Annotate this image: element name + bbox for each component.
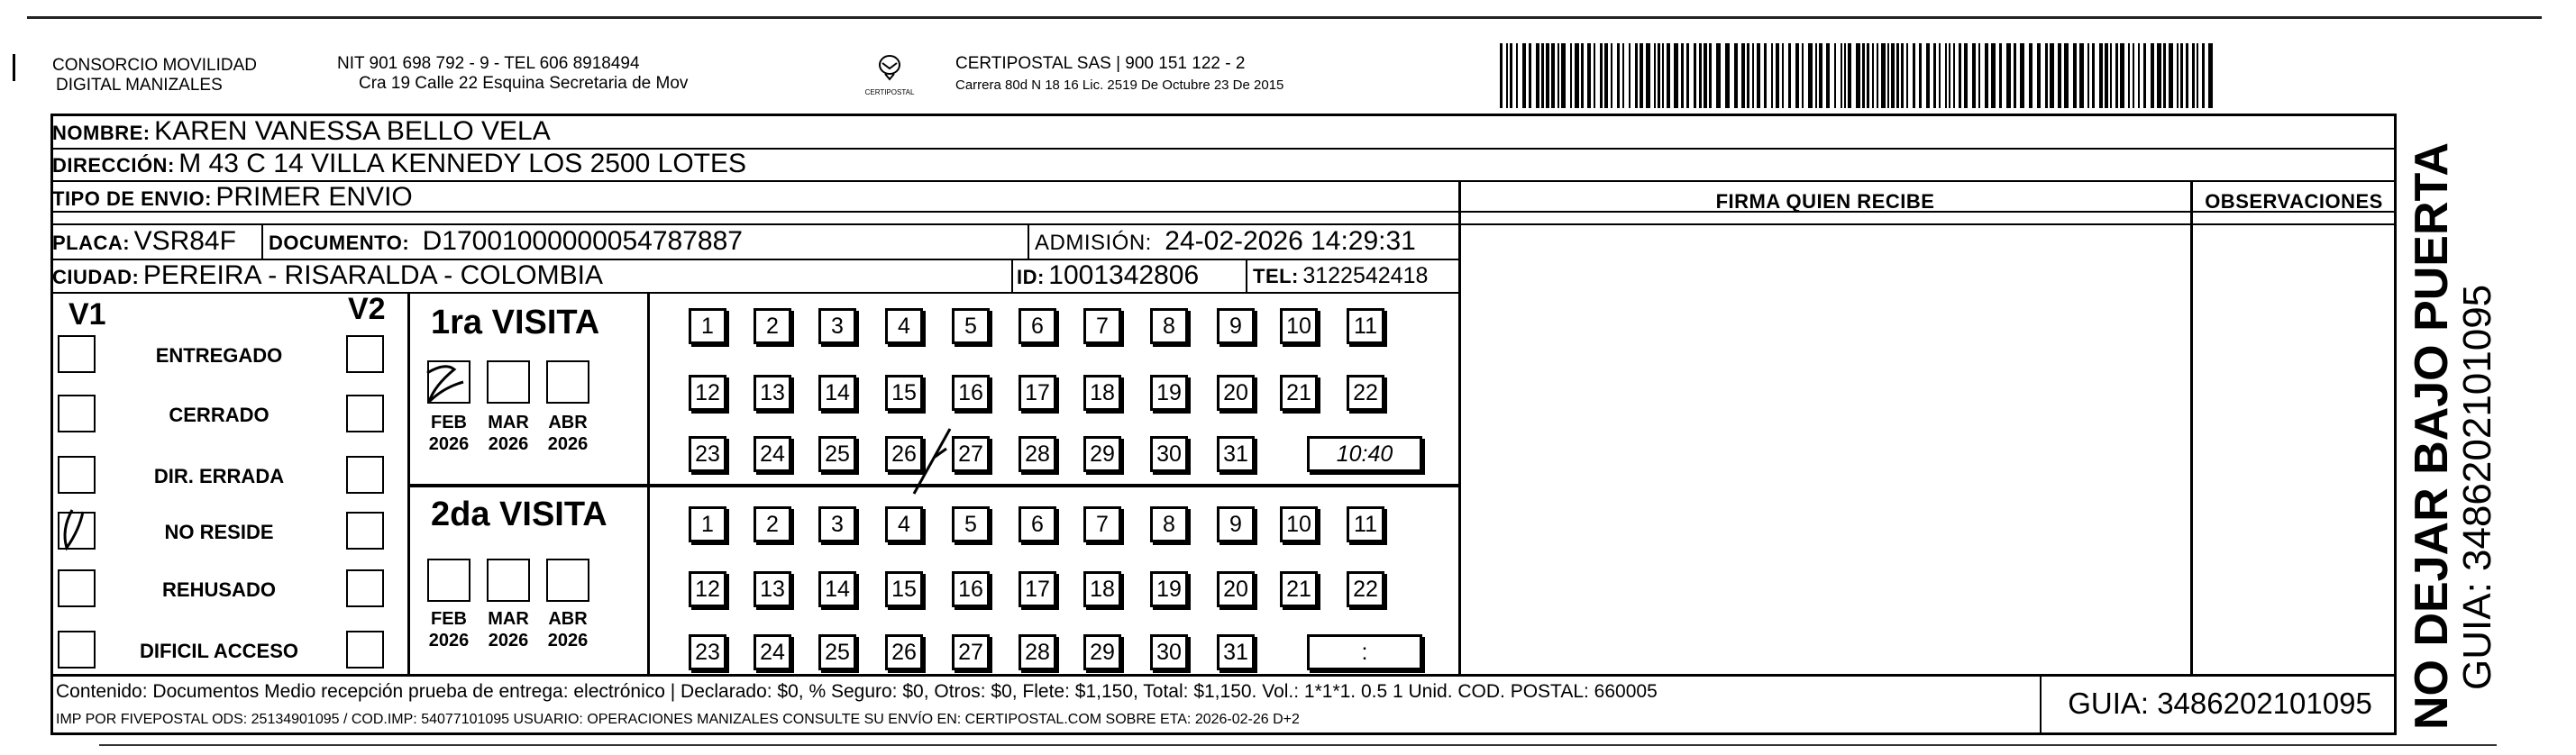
day-box-8-visit-2: 8 xyxy=(1150,506,1188,542)
barcode-bar xyxy=(1686,43,1689,108)
barcode-bar xyxy=(2163,43,2166,108)
day-box-14-visit-1: 14 xyxy=(818,375,856,411)
status-label-rehusado: REHUSADO xyxy=(162,578,276,601)
year-label-feb-visit-1: 2026 xyxy=(428,434,470,454)
v1-checkbox-dir-errada xyxy=(58,456,96,494)
barcode-bar xyxy=(1887,43,1889,108)
barcode-bar xyxy=(1933,43,1936,108)
barcode-bar xyxy=(1734,43,1738,108)
barcode-bar xyxy=(1939,43,1941,108)
barcode-bar xyxy=(2151,43,2154,108)
id-cell xyxy=(1017,259,1199,296)
month-label-mar-visit-2: MAR xyxy=(488,609,529,629)
day-box-13-visit-2: 13 xyxy=(754,571,791,607)
barcode-bar xyxy=(1546,43,1549,108)
day-box-9-visit-2: 9 xyxy=(1217,506,1255,542)
certipostal-logo xyxy=(858,52,921,103)
barcode-bar xyxy=(2045,43,2048,108)
barcode-bar xyxy=(2050,43,2054,108)
barcode-bar xyxy=(1747,43,1749,108)
day-box-18-visit-2: 18 xyxy=(1083,571,1121,607)
barcode-bar xyxy=(1867,43,1869,108)
cell-divider xyxy=(261,223,263,259)
day-box-1-visit-2: 1 xyxy=(689,506,726,542)
barcode-bar xyxy=(1991,43,1996,108)
firma-header: FIRMA QUIEN RECIBE xyxy=(1715,190,1935,213)
day-box-16-visit-1: 16 xyxy=(952,375,990,411)
day-box-28-visit-1: 28 xyxy=(1019,436,1056,472)
company-nit: NIT 901 698 792 - 9 - TEL 606 8918494 xyxy=(337,54,640,73)
barcode-bar xyxy=(1978,43,1980,108)
barcode-bar xyxy=(1640,43,1643,108)
day-box-9-visit-1: 9 xyxy=(1217,308,1255,344)
status-label-cerrado: CERRADO xyxy=(169,404,269,426)
barcode-bar xyxy=(2138,43,2140,108)
day-box-25-visit-2: 25 xyxy=(818,634,856,670)
day-box-16-visit-2: 16 xyxy=(952,571,990,607)
barcode-bar xyxy=(1906,43,1908,108)
barcode-bar xyxy=(1658,43,1660,108)
v2-checkbox-no-reside xyxy=(346,512,384,550)
ciudad-cell xyxy=(52,259,603,296)
barcode-bar xyxy=(2120,43,2124,108)
barcode-bar xyxy=(1862,43,1865,108)
day-box-7-visit-2: 7 xyxy=(1083,506,1121,542)
barcode-bar xyxy=(1575,43,1579,108)
footer-guia: GUIA: 3486202101095 xyxy=(2068,687,2372,720)
tipo-row xyxy=(52,181,413,218)
barcode-bar xyxy=(1901,43,1904,108)
status-label-dir-errada: DIR. ERRADA xyxy=(153,465,285,487)
barcode-bar xyxy=(1725,43,1730,108)
barcode-bar xyxy=(2180,43,2183,108)
barcode-bar xyxy=(2186,43,2188,108)
day-box-15-visit-2: 15 xyxy=(885,571,923,607)
cell-divider xyxy=(1028,223,1029,259)
barcode-bar xyxy=(2029,43,2032,108)
barcode-bar xyxy=(1819,43,1822,108)
v2-checkbox-dificil-acceso xyxy=(346,631,384,669)
side-warning xyxy=(2407,142,2498,730)
documento-value: D17001000000054787887 xyxy=(422,226,743,256)
barcode-bar xyxy=(1629,43,1631,108)
documento-label: DOCUMENTO: xyxy=(269,232,410,254)
admision-value: 24-02-2026 14:29:31 xyxy=(1165,226,1416,256)
v1-checkbox-rehusado xyxy=(58,569,96,607)
barcode-bar xyxy=(1891,43,1895,108)
cell-divider xyxy=(1011,259,1013,293)
obs-left-border xyxy=(2190,180,2193,676)
barcode-bar xyxy=(1826,43,1830,108)
barcode-bar xyxy=(2143,43,2146,108)
barcode-bar xyxy=(2110,43,2112,108)
barcode-bar xyxy=(1896,43,1899,108)
direccion-row xyxy=(52,148,746,185)
company-line-1: CONSORCIO MOVILIDAD xyxy=(52,56,257,75)
day-box-13-visit-1: 13 xyxy=(754,375,791,411)
day-box-25-visit-1: 25 xyxy=(818,436,856,472)
barcode-bar xyxy=(2169,43,2173,108)
day-box-6-visit-1: 6 xyxy=(1019,308,1056,344)
admision-cell xyxy=(1035,225,1416,262)
handwritten-check-feb xyxy=(418,360,472,414)
barcode-bar xyxy=(1841,43,1842,108)
barcode-bar xyxy=(1600,43,1603,108)
barcode-bar xyxy=(2105,43,2108,108)
barcode-bar xyxy=(1617,43,1620,108)
v1-checkbox-entregado xyxy=(58,335,96,373)
barcode-bar xyxy=(1776,43,1779,108)
day-box-20-visit-1: 20 xyxy=(1217,375,1255,411)
barcode-bar xyxy=(1654,43,1656,108)
courier-info xyxy=(955,54,1283,94)
year-label-abr-visit-1: 2026 xyxy=(547,434,589,454)
footer-imp: IMP POR FIVEPOSTAL ODS: 25134901095 / COD.IMP: 54077101095 USUARIO: OPERACIONES MANIZALES CONSULTE SU ENVÍO EN: CERTIPOSTAL.COM SOBRE ETA: 2026-02-26 D+2 xyxy=(56,712,1300,727)
barcode-bar xyxy=(1959,43,1961,108)
day-box-17-visit-2: 17 xyxy=(1019,571,1056,607)
day-box-3-visit-1: 3 xyxy=(818,308,856,344)
direccion-value: M 43 C 14 VILLA KENNEDY LOS 2500 LOTES xyxy=(178,149,746,178)
visit-left-border xyxy=(407,292,410,676)
tel-cell xyxy=(1253,259,1428,296)
day-box-29-visit-2: 29 xyxy=(1083,634,1121,670)
tel-label: TEL: xyxy=(1253,265,1299,287)
barcode-bar xyxy=(1802,43,1804,108)
day-box-22-visit-1: 22 xyxy=(1347,375,1384,411)
day-box-30-visit-2: 30 xyxy=(1150,634,1188,670)
placa-value: VSR84F xyxy=(133,226,236,256)
barcode-bar xyxy=(1752,43,1754,108)
observaciones-header: OBSERVACIONES xyxy=(2205,190,2383,213)
frame-bottom xyxy=(50,732,2396,735)
day-box-1-visit-1: 1 xyxy=(689,308,726,344)
cell-divider xyxy=(1246,259,1247,293)
day-box-26-visit-1: 26 xyxy=(885,436,923,472)
barcode-bar xyxy=(1681,43,1684,108)
barcode-bar xyxy=(2208,43,2213,108)
day-box-28-visit-2: 28 xyxy=(1019,634,1056,670)
scan-edge-bottom xyxy=(99,744,2497,746)
courier-license: Carrera 80d N 18 16 Lic. 2519 De Octubre 23 De 2015 xyxy=(955,77,1284,93)
day-box-7-visit-1: 7 xyxy=(1083,308,1121,344)
day-box-3-visit-2: 3 xyxy=(818,506,856,542)
day-box-5-visit-2: 5 xyxy=(952,506,990,542)
barcode-bar xyxy=(1771,43,1773,108)
barcode-bar xyxy=(2157,43,2161,108)
barcode-bar xyxy=(1709,43,1712,108)
company-info xyxy=(337,54,688,94)
barcode-bar xyxy=(2064,43,2069,108)
barcode-bar xyxy=(2092,43,2095,108)
status-label-dificil-acceso: DIFICIL ACCESO xyxy=(139,640,298,662)
placa-label: PLACA: xyxy=(52,232,131,254)
v2-checkbox-rehusado xyxy=(346,569,384,607)
day-box-24-visit-2: 24 xyxy=(754,634,791,670)
company-name xyxy=(52,56,257,96)
barcode-bar xyxy=(1510,43,1512,108)
month-label-abr-visit-1: ABR xyxy=(548,413,588,432)
footer-top-line xyxy=(50,674,2394,677)
barcode-bar xyxy=(1536,43,1539,108)
day-box-15-visit-1: 15 xyxy=(885,375,923,411)
v1-header: V1 xyxy=(69,297,106,332)
ciudad-label: CIUDAD: xyxy=(52,266,140,288)
barcode-bar xyxy=(1949,43,1950,108)
footer-divider xyxy=(2040,674,2042,735)
barcode-bar xyxy=(1570,43,1572,108)
company-line-2: DIGITAL MANIZALES xyxy=(56,76,223,95)
barcode-bar xyxy=(1877,43,1878,108)
barcode-bar xyxy=(1541,43,1544,108)
day-box-29-visit-1: 29 xyxy=(1083,436,1121,472)
side-title: NO DEJAR BAJO PUERTA xyxy=(2406,141,2458,730)
barcode-bar xyxy=(1646,43,1650,108)
barcode-bar xyxy=(1856,43,1860,108)
id-value: 1001342806 xyxy=(1048,260,1200,290)
v2-checkbox-dir-errada xyxy=(346,456,384,494)
documento-cell xyxy=(269,225,743,262)
day-box-2-visit-1: 2 xyxy=(754,308,791,344)
barcode-bar xyxy=(1999,43,2002,108)
barcode-bar xyxy=(1848,43,1851,108)
barcode-bar xyxy=(1953,43,1955,108)
barcode-bar xyxy=(1662,43,1664,108)
footer-contenido: Contenido: Documentos Medio recepción prueba de entrega: electrónico | Declarado: $0, % Seguro: $0, Otros: $0, Flete: $1,150, Total: $1,150. Vol.: 1*1*1. 0.5 1 Unid. COD. POSTAL: 660005 xyxy=(56,681,1658,702)
barcode-bar xyxy=(2058,43,2061,108)
barcode-bar xyxy=(1972,43,1976,108)
barcode-bar xyxy=(1587,43,1591,108)
company-address: Cra 19 Calle 22 Esquina Secretaria de Mov xyxy=(359,74,689,93)
barcode-bar xyxy=(1782,43,1784,108)
barcode-bar xyxy=(1872,43,1874,108)
first-visit-label: 1ra VISITA xyxy=(431,304,600,341)
day-box-18-visit-1: 18 xyxy=(1083,375,1121,411)
admision-label: ADMISIÓN: xyxy=(1035,231,1152,255)
day-box-17-visit-1: 17 xyxy=(1019,375,1056,411)
barcode-bar xyxy=(2192,43,2195,108)
v2-checkbox-entregado xyxy=(346,335,384,373)
month-box-abr-visit-1 xyxy=(546,360,589,404)
day-box-10-visit-1: 10 xyxy=(1280,308,1318,344)
barcode-bar xyxy=(1604,43,1608,108)
barcode-bar xyxy=(1516,43,1518,108)
time-box-visit-2: : xyxy=(1307,634,1422,670)
id-label: ID: xyxy=(1017,266,1045,288)
day-box-12-visit-2: 12 xyxy=(689,571,726,607)
days-left-border xyxy=(647,292,650,676)
handwritten-check-no-reside xyxy=(49,503,103,557)
barcode-bar xyxy=(1667,43,1670,108)
barcode-bar xyxy=(1795,43,1799,108)
month-label-mar-visit-1: MAR xyxy=(488,413,529,432)
day-box-19-visit-1: 19 xyxy=(1150,375,1188,411)
barcode-bar xyxy=(2006,43,2011,108)
day-box-22-visit-2: 22 xyxy=(1347,571,1384,607)
barcode-bar xyxy=(1581,43,1584,108)
barcode-bar xyxy=(2133,43,2134,108)
v1-checkbox-cerrado xyxy=(58,395,96,432)
direccion-label: DIRECCIÓN: xyxy=(52,154,175,177)
nombre-value: KAREN VANESSA BELLO VELA xyxy=(154,116,551,146)
side-guia: GUIA: 3486202101095 xyxy=(2455,284,2499,690)
barcode-bar xyxy=(1964,43,1968,108)
barcode-bar xyxy=(2073,43,2077,108)
month-label-abr-visit-2: ABR xyxy=(548,609,588,629)
day-box-27-visit-2: 27 xyxy=(952,634,990,670)
barcode-bar xyxy=(1716,43,1721,108)
tel-value: 3122542418 xyxy=(1302,263,1429,288)
barcode-bar xyxy=(1926,43,1930,108)
barcode-bar xyxy=(2037,43,2041,108)
day-box-20-visit-2: 20 xyxy=(1217,571,1255,607)
month-label-feb-visit-2: FEB xyxy=(431,609,467,629)
day-box-31-visit-2: 31 xyxy=(1217,634,1255,670)
barcode-bar xyxy=(1522,43,1526,108)
time-box-visit-1: 10:40 xyxy=(1307,436,1422,472)
barcode-bar xyxy=(1704,43,1707,108)
barcode-bar xyxy=(1594,43,1595,108)
month-box-abr-visit-2 xyxy=(546,559,589,602)
scan-edge-top xyxy=(27,16,2542,19)
barcode-bar xyxy=(2128,43,2130,108)
month-label-feb-visit-1: FEB xyxy=(431,413,467,432)
day-box-10-visit-2: 10 xyxy=(1280,506,1318,542)
day-box-26-visit-2: 26 xyxy=(885,634,923,670)
barcode-bar xyxy=(1808,43,1813,108)
barcode-bar xyxy=(2099,43,2103,108)
day-box-27-visit-1: 27 xyxy=(952,436,990,472)
day-box-24-visit-1: 24 xyxy=(754,436,791,472)
handwritten-strike-26 xyxy=(898,422,961,503)
ciudad-value: PEREIRA - RISARALDA - COLOMBIA xyxy=(142,260,603,290)
barcode-bar xyxy=(1694,43,1696,108)
barcode-bar xyxy=(2115,43,2118,108)
year-label-mar-visit-2: 2026 xyxy=(488,631,529,650)
day-box-19-visit-2: 19 xyxy=(1150,571,1188,607)
v2-checkbox-cerrado xyxy=(346,395,384,432)
barcode-bar xyxy=(1834,43,1836,108)
scan-edge-left xyxy=(13,54,15,81)
barcode-bar xyxy=(1764,43,1767,108)
barcode-bar xyxy=(2202,43,2205,108)
day-box-4-visit-1: 4 xyxy=(885,308,923,344)
barcode-bar xyxy=(1985,43,1988,108)
barcode-bar xyxy=(2020,43,2024,108)
day-box-6-visit-2: 6 xyxy=(1019,506,1056,542)
courier-name: CERTIPOSTAL SAS | 900 151 122 - 2 xyxy=(955,54,1246,73)
placa-cell xyxy=(52,225,236,262)
obs-right-border xyxy=(2394,180,2397,223)
barcode-bar xyxy=(1500,43,1503,108)
barcode-bar xyxy=(1844,43,1846,108)
nombre-row xyxy=(52,115,551,152)
barcode-bar xyxy=(1622,43,1624,108)
month-box-mar-visit-1 xyxy=(487,360,530,404)
month-box-feb-visit-2 xyxy=(427,559,470,602)
barcode-bar xyxy=(2197,43,2198,108)
barcode-bar xyxy=(2014,43,2016,108)
day-box-21-visit-1: 21 xyxy=(1280,375,1318,411)
barcode-bar xyxy=(1635,43,1638,108)
barcode-bar xyxy=(1699,43,1702,108)
day-box-11-visit-2: 11 xyxy=(1347,506,1384,542)
day-box-5-visit-1: 5 xyxy=(952,308,990,344)
barcode-bar xyxy=(1815,43,1817,108)
barcode-bar xyxy=(1919,43,1922,108)
day-box-23-visit-1: 23 xyxy=(689,436,726,472)
barcode-bar xyxy=(1913,43,1915,108)
day-box-11-visit-1: 11 xyxy=(1347,308,1384,344)
firma-left-border xyxy=(1458,180,1461,676)
year-label-feb-visit-2: 2026 xyxy=(428,631,470,650)
barcode-bar xyxy=(2079,43,2084,108)
day-box-2-visit-2: 2 xyxy=(754,506,791,542)
v2-header: V2 xyxy=(348,292,386,326)
v1-checkbox-dificil-acceso xyxy=(58,631,96,669)
barcode-bar xyxy=(1506,43,1508,108)
tipo-value: PRIMER ENVIO xyxy=(215,182,413,212)
day-box-23-visit-2: 23 xyxy=(689,634,726,670)
day-box-31-visit-1: 31 xyxy=(1217,436,1255,472)
barcode-bar xyxy=(1741,43,1745,108)
day-box-12-visit-1: 12 xyxy=(689,375,726,411)
barcode-bar xyxy=(1757,43,1760,108)
barcode-bar xyxy=(1674,43,1678,108)
barcode-bar xyxy=(1561,43,1566,108)
status-label-entregado: ENTREGADO xyxy=(155,344,283,367)
barcode-bar xyxy=(1529,43,1531,108)
barcode-bar xyxy=(1551,43,1555,108)
day-box-30-visit-1: 30 xyxy=(1150,436,1188,472)
barcode xyxy=(1500,43,2221,108)
barcode-bar xyxy=(2087,43,2089,108)
day-box-14-visit-2: 14 xyxy=(818,571,856,607)
day-box-8-visit-1: 8 xyxy=(1150,308,1188,344)
barcode-bar xyxy=(1881,43,1886,108)
tipo-label: TIPO DE ENVIO: xyxy=(52,187,212,210)
month-box-mar-visit-2 xyxy=(487,559,530,602)
second-visit-label: 2da VISITA xyxy=(431,496,607,533)
day-box-4-visit-2: 4 xyxy=(885,506,923,542)
barcode-bar xyxy=(1611,43,1612,108)
day-box-21-visit-2: 21 xyxy=(1280,571,1318,607)
barcode-bar xyxy=(1557,43,1559,108)
year-label-abr-visit-2: 2026 xyxy=(547,631,589,650)
barcode-bar xyxy=(1945,43,1947,108)
nombre-label: NOMBRE: xyxy=(52,122,151,144)
logo-text: CERTIPOSTAL xyxy=(864,88,915,96)
barcode-bar xyxy=(2177,43,2179,108)
barcode-bar xyxy=(1788,43,1791,108)
year-label-mar-visit-1: 2026 xyxy=(488,434,529,454)
status-label-no-reside: NO RESIDE xyxy=(164,521,274,543)
